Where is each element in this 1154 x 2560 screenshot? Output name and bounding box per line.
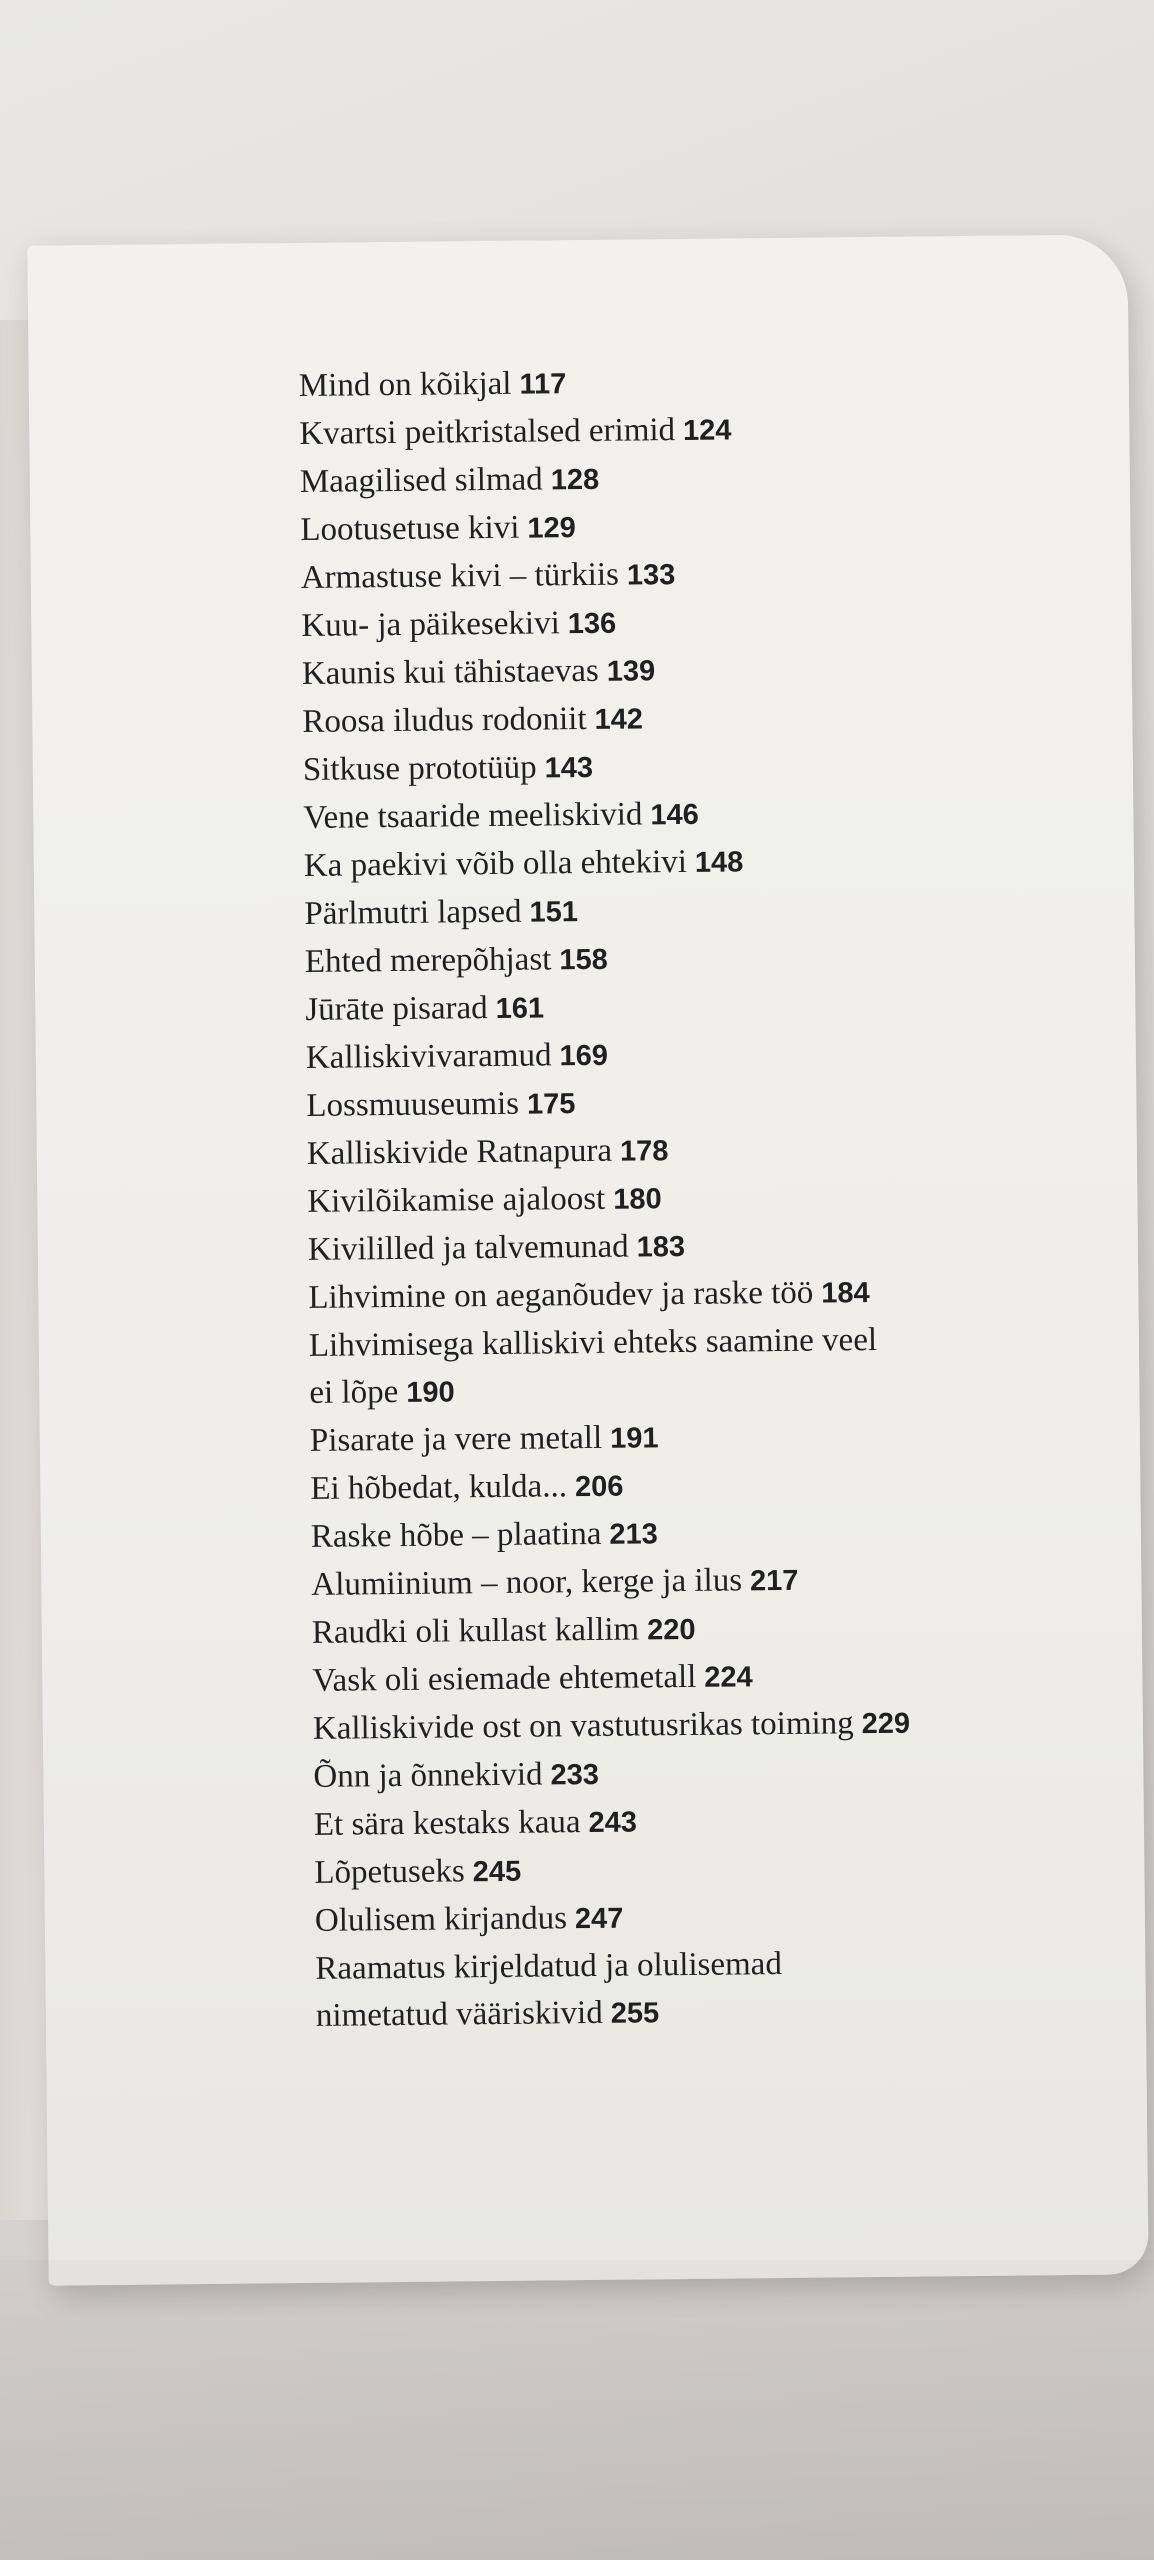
toc-page-number: 190: [406, 1376, 455, 1409]
toc-entry: [307, 1171, 1067, 1227]
toc-page-number: 220: [646, 1613, 696, 1647]
toc-title: Kalliskivide ost on vastutusrikas toiming: [312, 1705, 854, 1747]
toc-entry: [310, 1410, 1070, 1466]
toc-page-number: 247: [574, 1902, 624, 1936]
toc-title: Ka paekivi võib olla ehtekivi: [303, 843, 688, 884]
toc-title: Kalliskivivaramud: [305, 1037, 552, 1076]
toc-title: Lihvimine on aeganõudev ja raske töö: [308, 1274, 814, 1316]
toc-title: Maagilised silmad: [299, 461, 543, 500]
toc-title: Armastuse kivi – türkiis: [300, 556, 620, 596]
toc-entry: [299, 355, 1059, 411]
toc-title: Vask oli esiemade ehtemetall: [312, 1658, 697, 1699]
toc-title: Mind on kõikjal: [298, 365, 512, 404]
toc-page-number: 233: [550, 1758, 600, 1792]
toc-entry: [308, 1219, 1068, 1275]
toc-entry: [305, 931, 1065, 987]
toc-page-number: 180: [613, 1183, 662, 1216]
toc-title: Kvartsi peitkristalsed erimid: [299, 412, 676, 452]
toc-page-number: 129: [527, 512, 576, 545]
toc-title: Raamatus kirjeldatud ja olulisemad nimetatud vääriskivid: [315, 1946, 783, 2034]
toc-page-number: 178: [619, 1135, 669, 1168]
toc-page-number: 161: [495, 992, 545, 1025]
toc-title: Roosa iludus rodoniit: [302, 700, 587, 740]
toc-page-number: 136: [567, 607, 617, 641]
toc-page-number: 143: [544, 751, 594, 785]
toc-entry: [304, 883, 1064, 939]
toc-title: Ei hõbedat, kulda...: [310, 1468, 568, 1507]
toc-entry: [300, 451, 1060, 507]
toc-title: Kivililled ja talvemunad: [307, 1228, 629, 1268]
toc-title: Kuu- ja päikesekivi: [301, 605, 560, 644]
toc-page-number: 148: [694, 846, 744, 879]
toc-page-number: 169: [559, 1039, 609, 1073]
toc-page-number: 213: [609, 1518, 658, 1551]
toc-title: Õnn ja õnnekivid: [313, 1756, 543, 1795]
toc-page-number: 229: [861, 1707, 911, 1741]
book-page: [27, 234, 1148, 2285]
toc-entry: [301, 547, 1061, 603]
toc-entry: [305, 979, 1065, 1035]
toc-entry: [306, 1075, 1066, 1131]
toc-page-number: 255: [610, 1997, 660, 2030]
toc-title: Pisarate ja vere metall: [309, 1419, 603, 1459]
toc-entry: [300, 499, 1060, 555]
toc-entry: [307, 1123, 1067, 1179]
toc-entry: [311, 1554, 1071, 1610]
toc-page-number: 206: [574, 1470, 624, 1504]
toc-entry: [302, 643, 1062, 699]
toc-page-number: 151: [529, 896, 579, 929]
toc-entry: [312, 1650, 1072, 1706]
toc-entry: [303, 739, 1063, 795]
toc-title: Jūrāte pisarad: [305, 990, 488, 1028]
toc-page-number: 117: [519, 368, 567, 401]
toc-title: Lihvimisega kalliskivi ehteks saamine veel ei lõpe: [308, 1321, 878, 1411]
toc-page-number: 217: [749, 1564, 799, 1598]
toc-entry: [313, 1698, 1073, 1754]
toc-title: Alumiinium – noor, kerge ja ilus: [311, 1562, 743, 1603]
toc-title: Kalliskivide Ratnapura: [306, 1132, 613, 1172]
toc-page-number: 243: [588, 1806, 638, 1840]
toc-title: Sitkuse prototüüp: [302, 749, 537, 788]
toc-page-number: 191: [609, 1422, 659, 1455]
toc-entry: [315, 1890, 1075, 1946]
toc-page-number: 175: [526, 1088, 576, 1121]
toc-page-number: 224: [704, 1661, 753, 1694]
toc-page-number: 184: [821, 1277, 870, 1310]
toc-title: Et sära kestaks kaua: [313, 1804, 581, 1843]
toc-entry: [310, 1458, 1070, 1514]
toc-page-number: 128: [550, 463, 600, 497]
toc-title: Kaunis kui tähistaevas: [301, 652, 599, 692]
toc-page-number: 124: [682, 414, 732, 447]
background-shadow: [0, 2260, 1154, 2560]
toc-entry: [303, 787, 1063, 843]
toc-title: Lossmuuseumis: [306, 1085, 520, 1124]
toc-entry: [299, 403, 1059, 459]
toc-title: Olulisem kirjandus: [314, 1900, 568, 1939]
table-of-contents: [299, 355, 1077, 2041]
toc-entry: [302, 691, 1062, 747]
toc-page-number: 142: [594, 703, 644, 736]
toc-page-number: 146: [650, 798, 699, 832]
toc-entry: [304, 835, 1064, 891]
toc-entry: [311, 1506, 1071, 1562]
toc-page-number: 245: [472, 1855, 522, 1889]
toc-title: Raske hõbe – plaatina: [310, 1515, 602, 1555]
toc-title: Raudki oli kullast kallim: [311, 1611, 640, 1651]
toc-title: Vene tsaaride meeliskivid: [303, 796, 643, 836]
toc-page-number: 139: [606, 655, 656, 688]
toc-title: Pärlmutri lapsed: [304, 893, 522, 932]
toc-page-number: 158: [559, 943, 608, 977]
toc-title: Kivilõikamise ajaloost: [307, 1180, 606, 1220]
toc-entry: [308, 1267, 1068, 1323]
toc-entry: [313, 1746, 1073, 1802]
toc-title: Lõpetuseks: [314, 1853, 465, 1891]
toc-entry: [314, 1794, 1074, 1850]
toc-title: Ehted merepõhjast: [304, 941, 552, 980]
toc-entry: [306, 1027, 1066, 1083]
toc-entry: [312, 1602, 1072, 1658]
toc-title: Lootusetuse kivi: [300, 509, 520, 548]
toc-page-number: 133: [626, 559, 676, 592]
toc-page-number: 183: [636, 1230, 686, 1264]
toc-entry: [309, 1317, 910, 1418]
toc-entry: [301, 595, 1061, 651]
toc-entry: [315, 1940, 916, 2041]
toc-entry: [314, 1842, 1074, 1898]
